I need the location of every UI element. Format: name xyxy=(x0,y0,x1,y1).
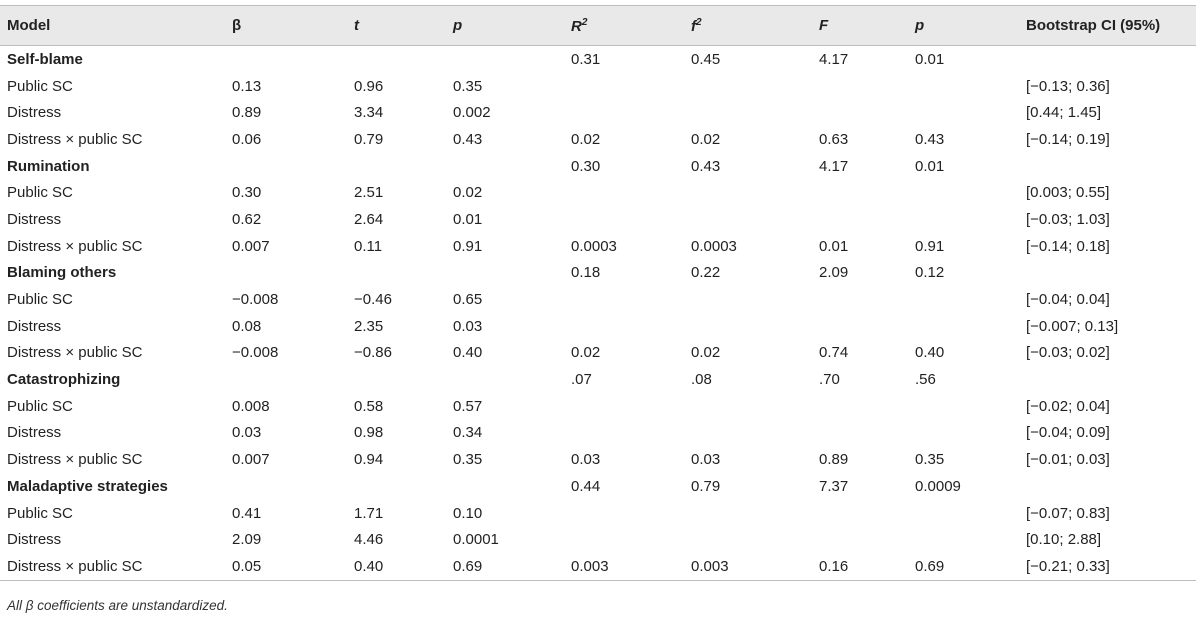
f-statistic-cell xyxy=(819,99,915,126)
row-label: Distress × public SC xyxy=(7,451,143,469)
t-cell: 0.96 xyxy=(354,77,384,95)
model-p-cell: 0.12 xyxy=(915,264,945,282)
section-row xyxy=(0,153,1196,180)
bootstrap-ci-cell xyxy=(1026,473,1196,500)
beta-cell xyxy=(232,473,354,500)
f-squared-cell xyxy=(691,500,819,527)
model-p-cell xyxy=(915,393,1026,420)
f-statistic-cell: 4.17 xyxy=(819,50,849,68)
r-squared-cell xyxy=(571,526,691,553)
f-squared-cell xyxy=(691,286,819,313)
f-statistic-cell: 4.17 xyxy=(819,157,849,175)
beta-cell: 0.03 xyxy=(232,424,262,442)
model-p-cell: 0.01 xyxy=(915,50,945,68)
f-statistic-cell: 0.89 xyxy=(819,451,849,469)
beta-cell: 0.007 xyxy=(232,451,270,469)
header-r-squared: $R^2$ xyxy=(571,16,588,35)
r-squared-cell: 0.02 xyxy=(571,130,601,148)
model-p-cell xyxy=(915,420,1026,447)
bootstrap-ci-cell xyxy=(1026,46,1196,73)
table-row xyxy=(0,340,1196,367)
table-row xyxy=(0,206,1196,233)
f-statistic-cell xyxy=(819,526,915,553)
f-statistic-cell xyxy=(819,206,915,233)
r-squared-cell xyxy=(571,500,691,527)
row-label: Catastrophizing xyxy=(7,371,121,389)
beta-cell: −0.008 xyxy=(232,291,279,309)
t-cell: 1.71 xyxy=(354,504,384,522)
bootstrap-ci-cell: [−0.14; 0.19] xyxy=(1026,130,1110,148)
row-label: Public SC xyxy=(7,77,73,95)
table-row xyxy=(0,500,1196,527)
f-squared-cell: 0.003 xyxy=(691,557,729,575)
t-cell: 2.51 xyxy=(354,184,384,202)
f-statistic-cell xyxy=(819,313,915,340)
row-label: Distress xyxy=(7,531,62,549)
row-label: Distress xyxy=(7,317,62,335)
model-p-cell: 0.43 xyxy=(915,130,945,148)
header-model: Model xyxy=(7,17,51,34)
bootstrap-ci-cell: [0.003; 0.55] xyxy=(1026,184,1110,202)
header-f-statistic: F xyxy=(819,17,829,34)
regression-table xyxy=(0,5,1196,581)
f-squared-cell: 0.43 xyxy=(691,157,721,175)
f-statistic-cell: .70 xyxy=(819,371,840,389)
f-squared-cell xyxy=(691,179,819,206)
row-label: Rumination xyxy=(7,157,90,175)
table-row xyxy=(0,286,1196,313)
header-row xyxy=(0,6,1196,46)
model-p-cell xyxy=(915,286,1026,313)
model-p-cell xyxy=(915,526,1026,553)
beta-cell: 0.007 xyxy=(232,237,270,255)
t-cell: 0.94 xyxy=(354,451,384,469)
header-beta: β xyxy=(232,17,242,34)
beta-cell: 2.09 xyxy=(232,531,262,549)
model-p-cell xyxy=(915,179,1026,206)
f-statistic-cell xyxy=(819,393,915,420)
p-cell: 0.40 xyxy=(453,344,483,362)
r-squared-cell: 0.30 xyxy=(571,157,601,175)
model-p-cell xyxy=(915,73,1026,100)
beta-cell: 0.06 xyxy=(232,130,262,148)
t-cell: 2.64 xyxy=(354,210,384,228)
table-row xyxy=(0,179,1196,206)
table-footnote: All β coefficients are unstandardized. xyxy=(7,598,228,613)
r-squared-cell xyxy=(571,393,691,420)
f-statistic-cell xyxy=(819,73,915,100)
r-squared-cell xyxy=(571,206,691,233)
t-cell xyxy=(354,473,453,500)
beta-cell: 0.05 xyxy=(232,557,262,575)
r-squared-cell xyxy=(571,73,691,100)
beta-cell: 0.62 xyxy=(232,210,262,228)
f-statistic-cell xyxy=(819,179,915,206)
r-squared-cell: 0.31 xyxy=(571,50,601,68)
p-cell: 0.57 xyxy=(453,397,483,415)
f-squared-cell: 0.03 xyxy=(691,451,721,469)
p-cell xyxy=(453,260,571,287)
model-p-cell: .56 xyxy=(915,371,936,389)
beta-cell: 0.13 xyxy=(232,77,262,95)
f-squared-cell xyxy=(691,420,819,447)
bootstrap-ci-cell xyxy=(1026,366,1196,393)
table-row xyxy=(0,526,1196,553)
t-cell: 3.34 xyxy=(354,104,384,122)
model-p-cell: 0.01 xyxy=(915,157,945,175)
p-cell: 0.69 xyxy=(453,557,483,575)
f-statistic-cell: 7.37 xyxy=(819,477,849,495)
header-model-p: p xyxy=(915,17,925,34)
model-p-cell: 0.35 xyxy=(915,451,945,469)
t-cell: 0.79 xyxy=(354,130,384,148)
f-statistic-cell: 0.01 xyxy=(819,237,849,255)
p-cell: 0.10 xyxy=(453,504,483,522)
beta-cell: −0.008 xyxy=(232,344,279,362)
model-p-cell: 0.69 xyxy=(915,557,945,575)
row-label: Distress × public SC xyxy=(7,237,143,255)
table-row xyxy=(0,393,1196,420)
p-cell: 0.43 xyxy=(453,130,483,148)
t-cell: 0.58 xyxy=(354,397,384,415)
beta-cell: 0.008 xyxy=(232,397,270,415)
row-label: Public SC xyxy=(7,397,73,415)
bootstrap-ci-cell: [0.10; 2.88] xyxy=(1026,531,1102,549)
f-squared-cell: 0.22 xyxy=(691,264,721,282)
p-cell: 0.0001 xyxy=(453,531,499,549)
row-label: Distress × public SC xyxy=(7,557,143,575)
row-label: Distress xyxy=(7,210,62,228)
bootstrap-ci-cell: [−0.21; 0.33] xyxy=(1026,557,1110,575)
table-row xyxy=(0,313,1196,340)
table-row xyxy=(0,446,1196,473)
p-cell: 0.35 xyxy=(453,77,483,95)
f-squared-cell xyxy=(691,206,819,233)
table-row xyxy=(0,73,1196,100)
bootstrap-ci-cell xyxy=(1026,260,1196,287)
model-p-cell xyxy=(915,313,1026,340)
table-row xyxy=(0,126,1196,153)
p-cell: 0.002 xyxy=(453,104,491,122)
p-cell xyxy=(453,473,571,500)
f-statistic-cell xyxy=(819,420,915,447)
model-p-cell: 0.91 xyxy=(915,237,945,255)
f-squared-cell: 0.02 xyxy=(691,130,721,148)
t-cell: 0.40 xyxy=(354,557,384,575)
r-squared-cell: 0.44 xyxy=(571,477,601,495)
header-p: p xyxy=(453,17,463,34)
row-label: Distress xyxy=(7,104,62,122)
r-squared-cell: .07 xyxy=(571,371,592,389)
r-squared-cell: 0.18 xyxy=(571,264,601,282)
model-p-cell: 0.0009 xyxy=(915,477,961,495)
bootstrap-ci-cell: [−0.07; 0.83] xyxy=(1026,504,1110,522)
table-row xyxy=(0,553,1196,580)
p-cell: 0.91 xyxy=(453,237,483,255)
table-row xyxy=(0,99,1196,126)
f-squared-cell: .08 xyxy=(691,371,712,389)
f-squared-cell: 0.79 xyxy=(691,477,721,495)
header-t: t xyxy=(354,17,359,34)
beta-cell xyxy=(232,260,354,287)
bootstrap-ci-cell: [0.44; 1.45] xyxy=(1026,104,1102,122)
p-cell: 0.35 xyxy=(453,451,483,469)
row-label: Distress × public SC xyxy=(7,344,143,362)
p-cell: 0.65 xyxy=(453,291,483,309)
section-row xyxy=(0,366,1196,393)
p-cell xyxy=(453,366,571,393)
t-cell: 2.35 xyxy=(354,317,384,335)
f-squared-cell: 0.02 xyxy=(691,344,721,362)
beta-cell: 0.30 xyxy=(232,184,262,202)
model-p-cell: 0.40 xyxy=(915,344,945,362)
bootstrap-ci-cell: [−0.04; 0.04] xyxy=(1026,291,1110,309)
bootstrap-ci-cell: [−0.14; 0.18] xyxy=(1026,237,1110,255)
r-squared-cell: 0.0003 xyxy=(571,237,617,255)
f-statistic-cell: 0.63 xyxy=(819,130,849,148)
bootstrap-ci-cell: [−0.03; 1.03] xyxy=(1026,210,1110,228)
r-squared-cell xyxy=(571,99,691,126)
t-cell: 0.11 xyxy=(354,237,383,255)
f-squared-cell: 0.0003 xyxy=(691,237,737,255)
f-squared-cell xyxy=(691,526,819,553)
t-cell: 4.46 xyxy=(354,531,384,549)
model-p-cell xyxy=(915,206,1026,233)
bootstrap-ci-cell: [−0.02; 0.04] xyxy=(1026,397,1110,415)
p-cell: 0.03 xyxy=(453,317,483,335)
bootstrap-ci-cell: [−0.04; 0.09] xyxy=(1026,424,1110,442)
f-statistic-cell xyxy=(819,286,915,313)
t-cell xyxy=(354,153,453,180)
f-squared-cell xyxy=(691,99,819,126)
f-squared-cell xyxy=(691,393,819,420)
r-squared-cell xyxy=(571,420,691,447)
header-bootstrap-ci: Bootstrap CI (95%) xyxy=(1026,17,1161,34)
p-cell: 0.01 xyxy=(453,210,483,228)
model-p-cell xyxy=(915,500,1026,527)
row-label: Distress × public SC xyxy=(7,130,143,148)
header-f-squared: $f^2$ xyxy=(691,16,702,35)
table-row xyxy=(0,420,1196,447)
bootstrap-ci-cell: [−0.03; 0.02] xyxy=(1026,344,1110,362)
beta-cell xyxy=(232,366,354,393)
t-cell xyxy=(354,46,453,73)
f-statistic-cell: 0.74 xyxy=(819,344,849,362)
r-squared-cell: 0.03 xyxy=(571,451,601,469)
r-squared-cell: 0.02 xyxy=(571,344,601,362)
r-squared-cell xyxy=(571,286,691,313)
row-label: Maladaptive strategies xyxy=(7,477,168,495)
bootstrap-ci-cell: [−0.13; 0.36] xyxy=(1026,77,1110,95)
bootstrap-ci-cell: [−0.01; 0.03] xyxy=(1026,451,1110,469)
p-cell xyxy=(453,46,571,73)
t-cell: −0.86 xyxy=(354,344,392,362)
f-squared-cell xyxy=(691,73,819,100)
row-label: Public SC xyxy=(7,291,73,309)
f-statistic-cell xyxy=(819,500,915,527)
row-label: Blaming others xyxy=(7,264,117,282)
beta-cell: 0.89 xyxy=(232,104,262,122)
f-squared-cell: 0.45 xyxy=(691,50,721,68)
bootstrap-ci-cell xyxy=(1026,153,1196,180)
section-row xyxy=(0,260,1196,287)
t-cell xyxy=(354,366,453,393)
p-cell xyxy=(453,153,571,180)
beta-cell: 0.41 xyxy=(232,504,262,522)
row-label: Public SC xyxy=(7,184,73,202)
beta-cell: 0.08 xyxy=(232,317,262,335)
section-row xyxy=(0,473,1196,500)
table-row xyxy=(0,233,1196,260)
p-cell: 0.34 xyxy=(453,424,483,442)
beta-cell xyxy=(232,153,354,180)
row-label: Self-blame xyxy=(7,50,83,68)
p-cell: 0.02 xyxy=(453,184,483,202)
r-squared-cell: 0.003 xyxy=(571,557,609,575)
model-p-cell xyxy=(915,99,1026,126)
t-cell: 0.98 xyxy=(354,424,384,442)
bootstrap-ci-cell: [−0.007; 0.13] xyxy=(1026,317,1119,335)
row-label: Public SC xyxy=(7,504,73,522)
r-squared-cell xyxy=(571,179,691,206)
r-squared-cell xyxy=(571,313,691,340)
section-row xyxy=(0,46,1196,73)
t-cell xyxy=(354,260,453,287)
row-label: Distress xyxy=(7,424,62,442)
t-cell: −0.46 xyxy=(354,291,392,309)
f-statistic-cell: 0.16 xyxy=(819,557,849,575)
f-squared-cell xyxy=(691,313,819,340)
beta-cell xyxy=(232,46,354,73)
f-statistic-cell: 2.09 xyxy=(819,264,849,282)
